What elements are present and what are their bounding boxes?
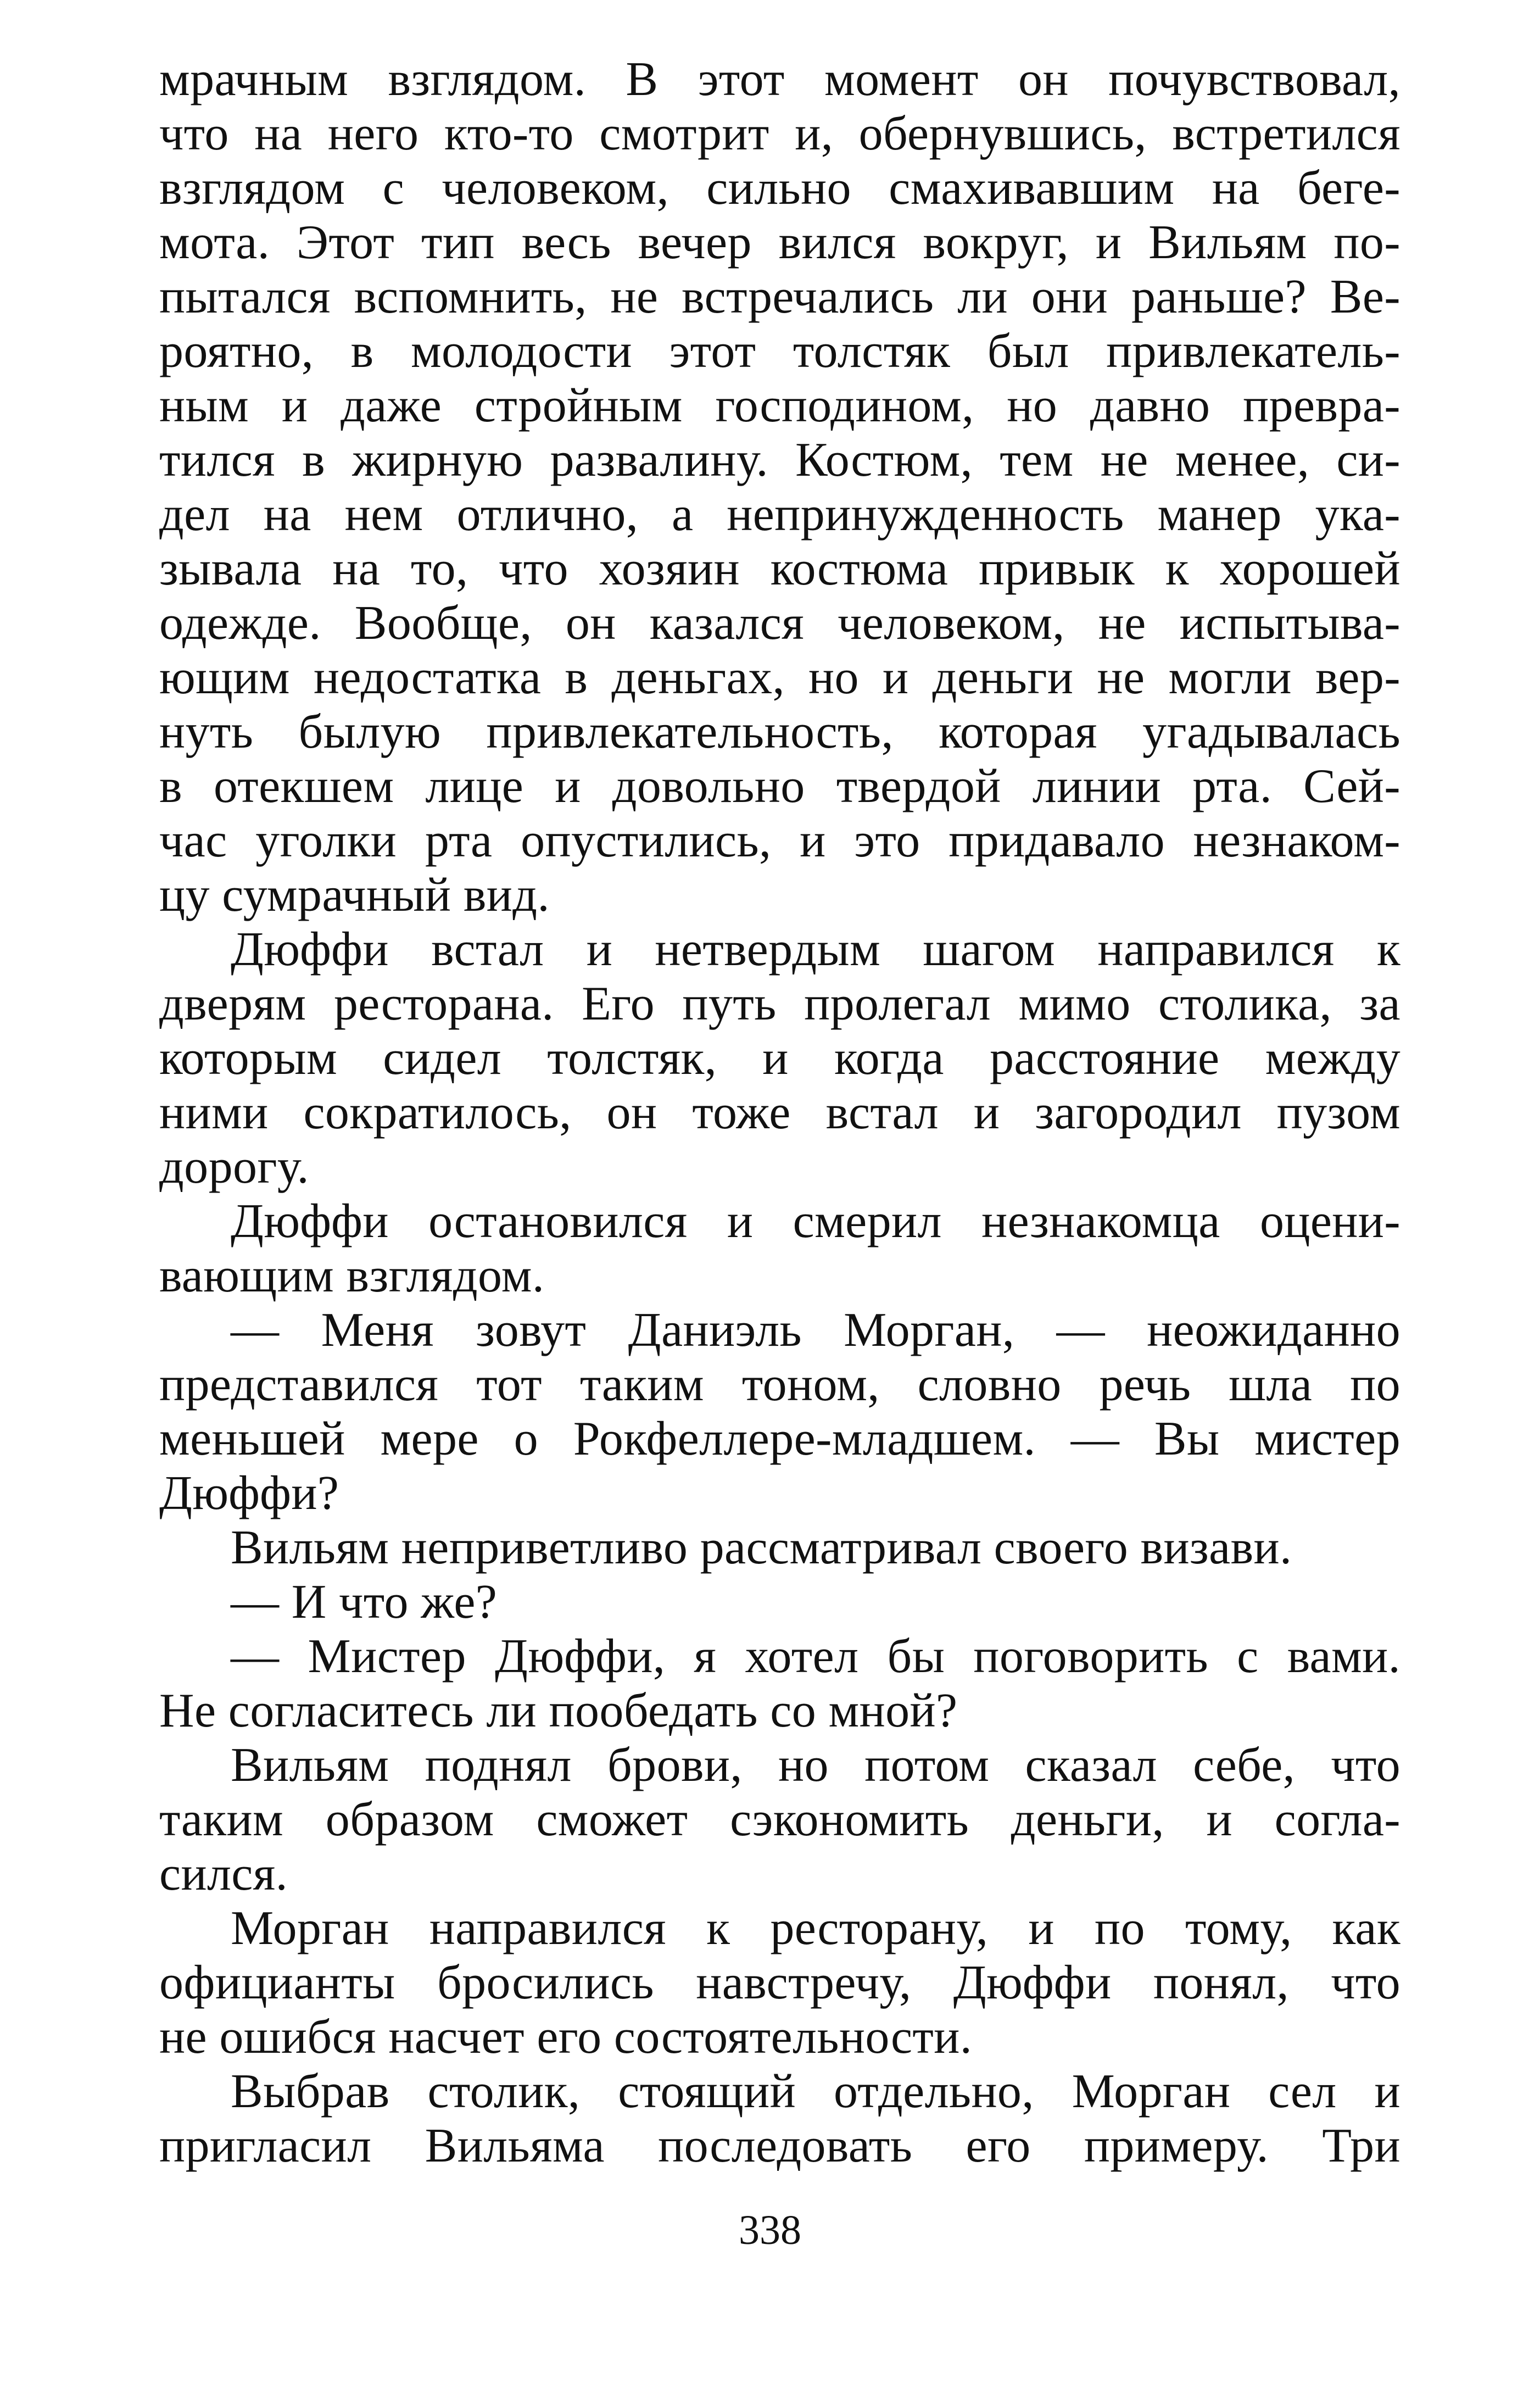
text-line: Дюффи остановился и смерил незнакомца оцени- [231,1195,1400,1248]
text-line: официанты бросились навстречу, Дюффи понял, что [159,1956,1400,2009]
text-line: в отекшем лице и довольно твердой линии рта. Сей- [159,760,1400,813]
text-line: что на него кто-то смотрит и, обернувшись, встретился [159,107,1400,160]
text-line: ними сократилось, он тоже встал и загородил пузом [159,1086,1400,1139]
text-line: ным и даже стройным господином, но давно превра- [159,379,1400,432]
text-line: ющим недостатка в деньгах, но и деньги не могли вер- [159,651,1400,704]
text-line: Вильям поднял брови, но потом сказал себе, что [231,1739,1400,1792]
text-line: меньшей мере о Рокфеллере-младшем. — Вы мистер [159,1412,1400,1466]
text-line: — И что же? [231,1575,498,1629]
text-line: зывала на то, что хозяин костюма привык к хорошей [159,542,1400,595]
text-line: — Меня зовут Даниэль Морган, — неожиданно [231,1304,1400,1357]
page-number: 338 [739,2207,801,2253]
text-line: пригласил Вильяма последовать его примеру. Три [159,2119,1400,2173]
text-line: — Мистер Дюффи, я хотел бы поговорить с вами. [231,1630,1400,1683]
text-line: одежде. Вообще, он казался человеком, не испытыва- [159,597,1400,650]
text-line: дел на нем отлично, а непринужденность манер ука- [159,488,1400,541]
text-line: пытался вспомнить, не встречались ли они раньше? Ве- [159,270,1400,324]
text-line: мрачным взглядом. В этот момент он почувствовал, [159,53,1400,106]
text-line: не ошибся насчет его состоятельности. [159,2010,973,2064]
text-line: дверям ресторана. Его путь пролегал мимо столика, за [159,977,1400,1031]
text-line: тился в жирную развалину. Костюм, тем не менее, си- [159,433,1400,487]
text-line: нуть былую привлекательность, которая угадывалась [159,705,1400,759]
text-line: Вильям неприветливо рассматривал своего визави. [231,1521,1292,1574]
text-line: Не согласитесь ли пообедать со мной? [159,1684,958,1737]
text-line: мота. Этот тип весь вечер вился вокруг, и Вильям по- [159,216,1400,269]
text-line: сился. [159,1847,288,1901]
text-line: взглядом с человеком, сильно смахивавшим на беге- [159,161,1400,215]
text-line: которым сидел толстяк, и когда расстояние между [159,1032,1400,1085]
text-line: Дюффи? [159,1467,339,1520]
text-line: Выбрав столик, стоящий отдельно, Морган сел и [231,2065,1400,2118]
text-line: цу сумрачный вид. [159,868,550,922]
text-line: Морган направился к ресторану, и по тому, как [231,1902,1400,1955]
text-line: дорогу. [159,1140,309,1194]
text-line: роятно, в молодости этот толстяк был привлекатель- [159,325,1400,378]
body-text [159,52,1400,2173]
text-line: таким образом сможет сэкономить деньги, и согла- [159,1793,1400,1846]
text-line: Дюффи встал и нетвердым шагом направился к [231,923,1400,976]
text-line: час уголки рта опустились, и это придавало незнаком- [159,814,1400,867]
text-line: представился тот таким тоном, словно речь шла по [159,1358,1400,1411]
text-line: вающим взглядом. [159,1249,545,1302]
